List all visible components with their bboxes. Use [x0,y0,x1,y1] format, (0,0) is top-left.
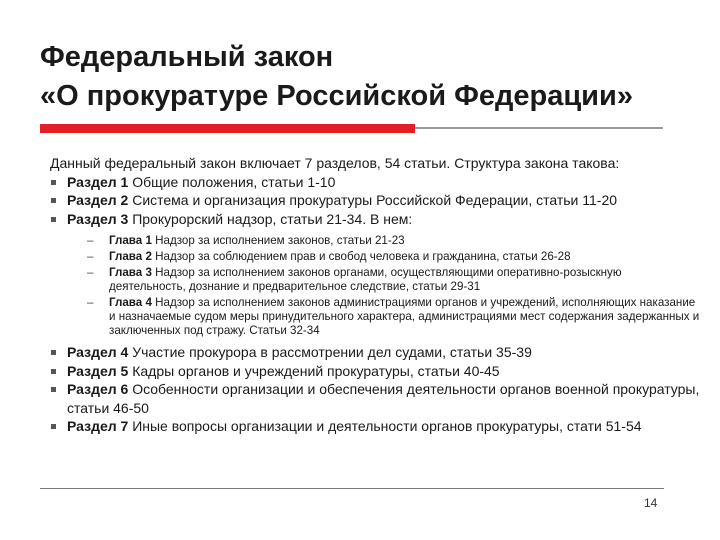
section-label: Раздел 3 [67,210,129,227]
title-line-1: Федеральный закон [40,41,334,73]
chapter-label: Глава 4 [109,296,152,309]
square-bullet-icon [51,217,56,222]
chapter-text: Надзор за исполнением законов администрациями органов и учреждений, исполняющих наказание и назначаемые судом меры принудительного характера, администрациями мест содержания задержанных и заключенных под стражу. Статьи 32-34 [109,296,700,337]
square-bullet-icon [51,369,56,374]
square-bullet-icon [51,387,56,392]
square-bullet-icon [51,350,56,355]
section-text: Система и организация прокуратуры Российской Федерации, статьи 11-20 [128,192,618,208]
section-text: Иные вопросы организации и деятельности органов прокуратуры, стати 51-54 [128,418,642,434]
chapter-label: Глава 2 [109,250,152,263]
title-accent-bar [40,124,415,133]
dash-bullet-icon: – [87,234,94,247]
section-label: Раздел 5 [67,362,129,379]
section-item [50,380,700,417]
dash-bullet-icon: – [87,266,94,279]
section-text: Особенности организации и обеспечения деятельности органов военной прокуратуры, статьи 46-50 [67,381,700,416]
chapter-label: Глава 3 [109,266,152,279]
section-item [50,191,700,210]
dash-bullet-icon: – [87,296,94,309]
slide-title [40,38,700,116]
section-text: Кадры органов и учреждений прокуратуры, статьи 40-45 [128,362,500,379]
title-rule [415,127,663,129]
square-bullet-icon [51,198,56,203]
section-text: Прокурорский надзор, статьи 21-34. В нем: [128,210,413,227]
chapter-label: Глава 1 [109,234,152,247]
section-item [50,343,700,362]
page-number: 14 [644,496,658,510]
section-item [50,173,700,192]
slide-body [50,154,700,436]
section-item [50,417,700,436]
dash-bullet-icon: – [87,250,94,263]
section-text: Участие прокурора в рассмотрении дел судами, статьи 35-39 [128,344,532,360]
section-label: Раздел 2 [67,192,129,208]
section-label: Раздел 1 [67,173,129,190]
chapter-item [50,296,700,338]
chapter-item [50,266,700,294]
footer-rule [40,488,664,489]
square-bullet-icon [51,180,56,185]
square-bullet-icon [51,424,56,429]
chapter-list [50,234,700,338]
section-label: Раздел 6 [67,381,129,397]
chapter-text: Надзор за исполнением законов органами, осуществляющими оперативно-розыскную деятельность, дознание и предварительное следствие, статьи 29-31 [109,266,622,293]
chapter-item [50,250,700,264]
section-item [50,210,700,229]
section-label: Раздел 7 [67,418,129,434]
section-label: Раздел 4 [67,344,129,360]
intro-text: Данный федеральный закон включает 7 разделов, 54 статьи. Структура закона такова: [50,155,620,171]
section-text: Общие положения, статьи 1-10 [128,173,336,190]
chapter-text: Надзор за исполнением законов, статьи 21-23 [151,234,405,247]
chapter-text: Надзор за соблюдением прав и свобод человека и гражданина, статьи 26-28 [151,250,571,263]
chapter-item [50,234,700,248]
title-line-2: «О прокуратуре Российской Федерации» [40,80,633,112]
section-item [50,362,700,381]
